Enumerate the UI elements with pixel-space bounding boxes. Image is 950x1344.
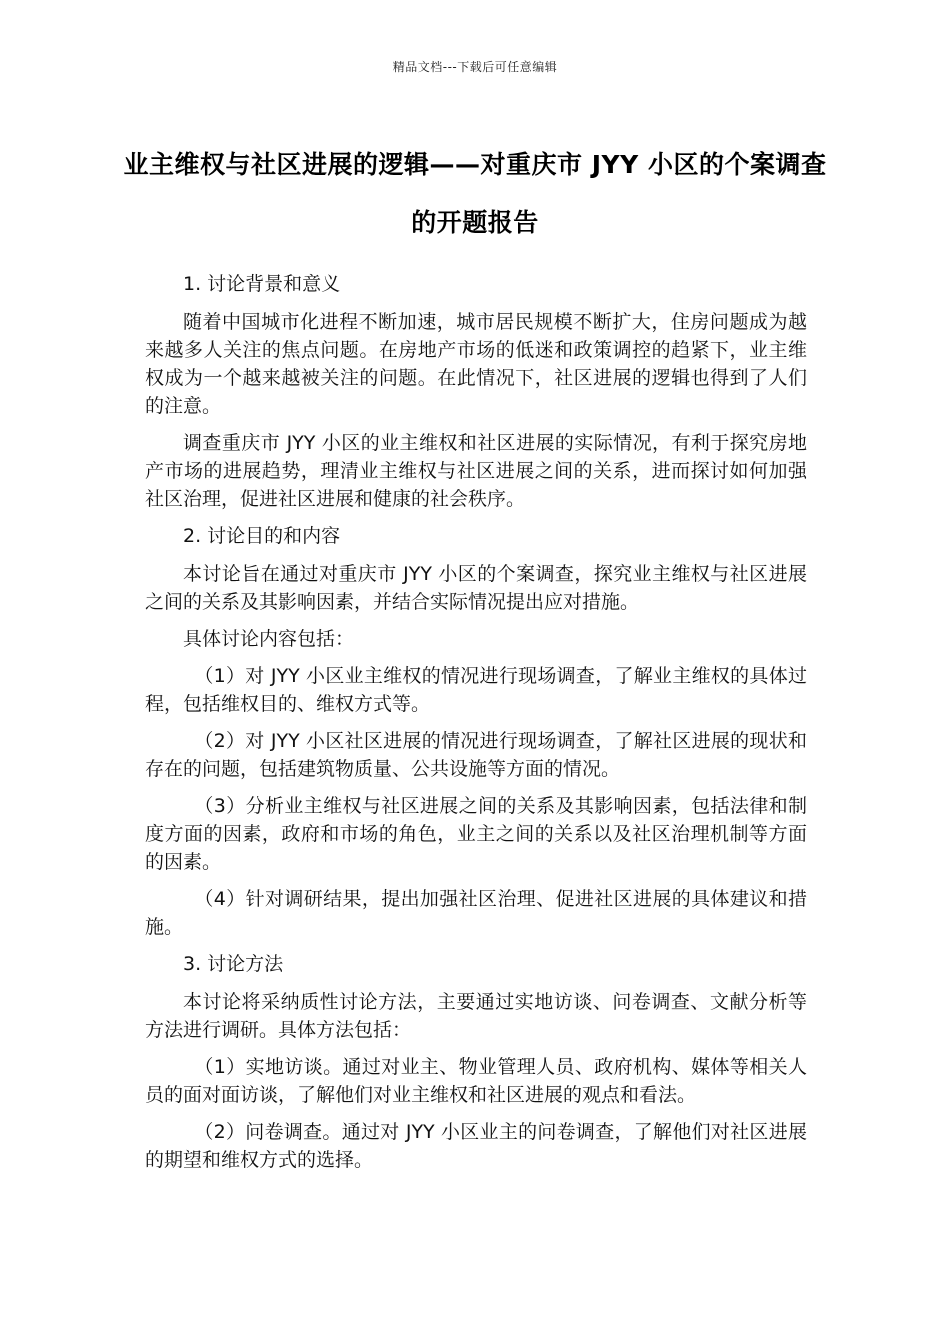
section-heading-background: 1. 讨论背景和意义 — [183, 273, 341, 295]
list-item: （2）对 JYY 小区社区进展的情况进行现场调查，了解社区进展的现状和存在的问题，包括建筑物质量、公共设施等方面的情况。 — [145, 730, 807, 780]
section-heading-purpose: 2. 讨论目的和内容 — [183, 525, 341, 547]
paragraph: 具体讨论内容包括： — [183, 628, 355, 650]
document-body — [145, 270, 807, 1183]
list-item: （1）实地访谈。通过对业主、物业管理人员、政府机构、媒体等相关人员的面对面访谈，了解他们对业主维权和社区进展的观点和看法。 — [145, 1056, 807, 1106]
list-item: （3）分析业主维权与社区进展之间的关系及其影响因素，包括法律和制度方面的因素，政府和市场的角色，业主之间的关系以及社区治理机制等方面的因素。 — [145, 795, 807, 873]
section-heading-method: 3. 讨论方法 — [183, 953, 284, 975]
document-title: 业主维权与社区进展的逻辑——对重庆市 JYY 小区的个案调查的开题报告 — [123, 150, 827, 237]
paragraph: 调查重庆市 JYY 小区的业主维权和社区进展的实际情况，有利于探究房地产市场的进展趋势，理清业主维权与社区进展之间的关系，进而探讨如何加强社区治理，促进社区进展和健康的社会秩序。 — [145, 432, 807, 510]
list-item: （2）问卷调查。通过对 JYY 小区业主的问卷调查，了解他们对社区进展的期望和维权方式的选择。 — [145, 1121, 807, 1171]
paragraph: 本讨论旨在通过对重庆市 JYY 小区的个案调查，探究业主维权与社区进展之间的关系及其影响因素，并结合实际情况提出应对措施。 — [145, 563, 807, 613]
paragraph: 随着中国城市化进程不断加速，城市居民规模不断扩大，住房问题成为越来越多人关注的焦点问题。在房地产市场的低迷和政策调控的趋紧下，业主维权成为一个越来越被关注的问题。在此情况下，社区进展的逻辑也得到了人们的注意。 — [145, 311, 807, 417]
list-item: （4）针对调研结果，提出加强社区治理、促进社区进展的具体建议和措施。 — [145, 888, 807, 938]
paragraph: 本讨论将采纳质性讨论方法，主要通过实地访谈、问卷调查、文献分析等方法进行调研。具体方法包括： — [145, 991, 807, 1041]
header-note: 精品文档---下载后可任意编辑 — [392, 60, 558, 74]
list-item: （1）对 JYY 小区业主维权的情况进行现场调查，了解业主维权的具体过程，包括维权目的、维权方式等。 — [145, 665, 807, 715]
